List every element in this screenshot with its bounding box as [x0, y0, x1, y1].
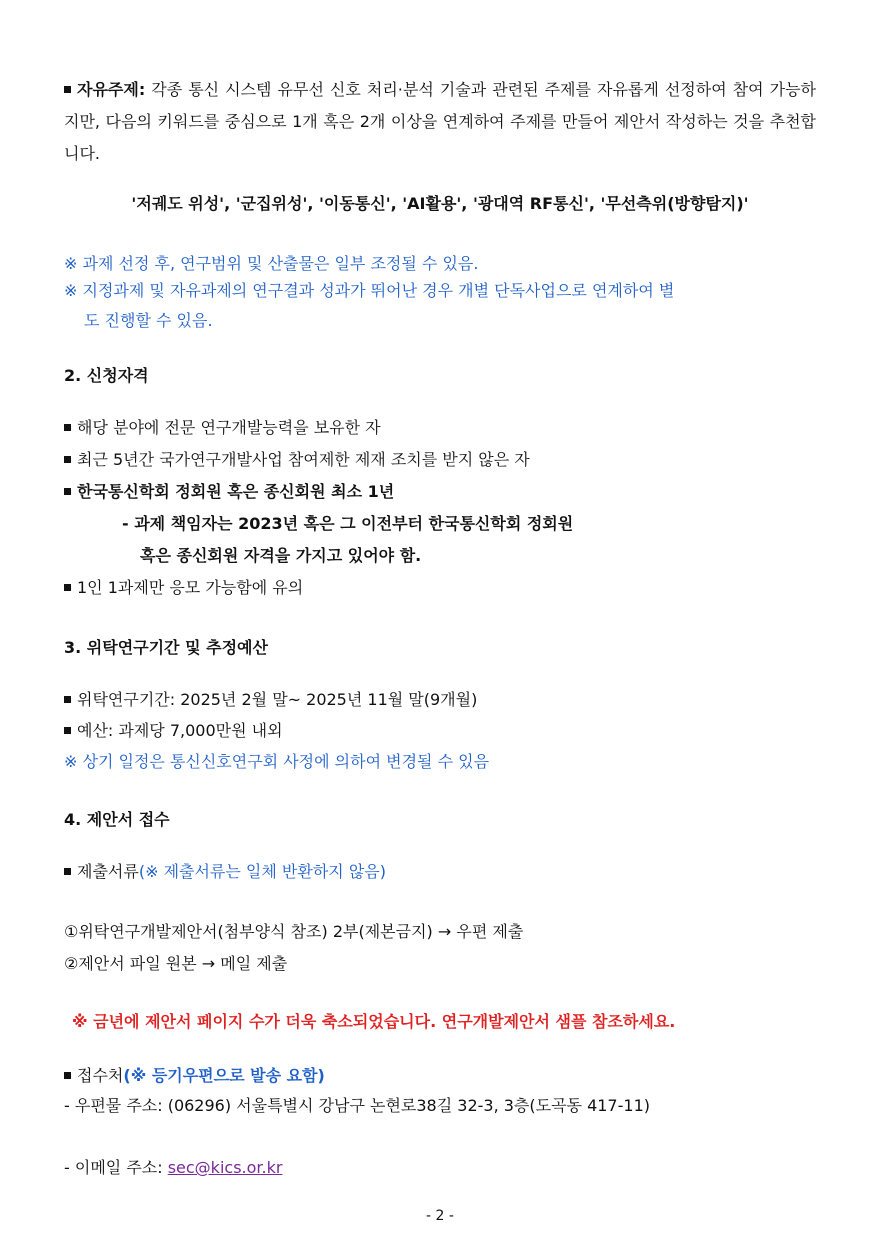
email-label: - 이메일 주소: [64, 1158, 168, 1177]
postal-address: - 우편물 주소: (06296) 서울특별시 강남구 논현로38길 32-3, 3층(도곡동 417-11) [64, 1096, 650, 1115]
square-bullet-icon [64, 456, 71, 463]
note-separate-project-line1: ※ 지정과제 및 자유과제의 연구결과 성과가 뛰어난 경우 개별 단독사업으로 연계하여 별 [64, 281, 675, 300]
square-bullet-icon [64, 488, 71, 495]
eligibility-item-3 [64, 482, 394, 502]
section-2-title: 2. 신청자격 [64, 366, 149, 385]
reception [64, 1066, 325, 1086]
note-separate-project-line2: 도 진행할 수 있음. [84, 311, 213, 330]
free-topic-text: 각종 통신 시스템 유무선 신호 처리·분석 기술과 관련된 주제를 자유롭게 선정하여 참여 가능하지만, 다음의 키워드를 중심으로 1개 혹은 2개 이상을 연계하여 주제를 만들어 제안서 작성하는 것을 추천합니다. [64, 80, 816, 163]
eligibility-item-text: 최근 5년간 국가연구개발사업 참여제한 제재 조치를 받지 않은 자 [77, 450, 530, 469]
eligibility-item-text: 해당 분야에 전문 연구개발능력을 보유한 자 [77, 418, 381, 437]
reception-note: (※ 등기우편으로 발송 요함) [123, 1066, 325, 1085]
square-bullet-icon [64, 727, 71, 734]
free-topic-label: 자유주제: [77, 80, 146, 99]
doc-item-1: ①위탁연구개발제안서(첨부양식 참조) 2부(제본금지) → 우편 제출 [64, 922, 524, 941]
eligibility-item-text: 한국통신학회 정회원 혹은 종신회원 최소 1년 [77, 482, 395, 501]
square-bullet-icon [64, 696, 71, 703]
reception-label: 접수처 [77, 1066, 124, 1085]
square-bullet-icon [64, 584, 71, 591]
research-period-text: 위탁연구기간: 2025년 2월 말~ 2025년 11월 말(9개월) [77, 690, 478, 709]
schedule-note: ※ 상기 일정은 통신신호연구회 사정에 의하여 변경될 수 있음 [64, 752, 490, 771]
square-bullet-icon [64, 1072, 71, 1079]
submission-docs-note: (※ 제출서류는 일체 반환하지 않음) [138, 862, 386, 881]
note-adjustment: ※ 과제 선정 후, 연구범위 및 산출물은 일부 조정될 수 있음. [64, 254, 479, 273]
budget-text: 예산: 과제당 7,000만원 내외 [77, 721, 283, 740]
square-bullet-icon [64, 424, 71, 431]
doc-item-2: ②제안서 파일 원본 → 메일 제출 [64, 954, 288, 973]
page-number: - 2 - [426, 1208, 454, 1224]
square-bullet-icon [64, 86, 71, 93]
eligibility-item-1 [64, 418, 381, 438]
eligibility-item-2 [64, 450, 530, 470]
square-bullet-icon [64, 868, 71, 875]
page-limit-warning: ※ 금년에 제안서 페이지 수가 더욱 축소되었습니다. 연구개발제안서 샘플 참조하세요. [72, 1012, 676, 1031]
email-link[interactable]: sec@kics.or.kr [167, 1158, 283, 1177]
budget [64, 721, 283, 741]
eligibility-item-text: 1인 1과제만 응모 가능함에 유의 [77, 578, 304, 597]
eligibility-sub-line2: 혹은 종신회원 자격을 가지고 있어야 함. [140, 546, 422, 565]
eligibility-item-4 [64, 578, 303, 598]
email-address-line [64, 1158, 282, 1178]
free-topic-paragraph [64, 74, 816, 170]
eligibility-sub-line1: - 과제 책임자는 2023년 혹은 그 이전부터 한국통신학회 정회원 [122, 514, 574, 533]
submission-docs [64, 862, 386, 882]
keywords-line: '저궤도 위성', '군집위성', '이동통신', 'AI활용', '광대역 RF통신', '무선측위(방향탐지)' [131, 194, 749, 213]
section-3-title: 3. 위탁연구기간 및 추정예산 [64, 638, 268, 657]
section-4-title: 4. 제안서 접수 [64, 810, 170, 829]
research-period [64, 690, 477, 710]
submission-docs-label: 제출서류 [77, 862, 139, 881]
